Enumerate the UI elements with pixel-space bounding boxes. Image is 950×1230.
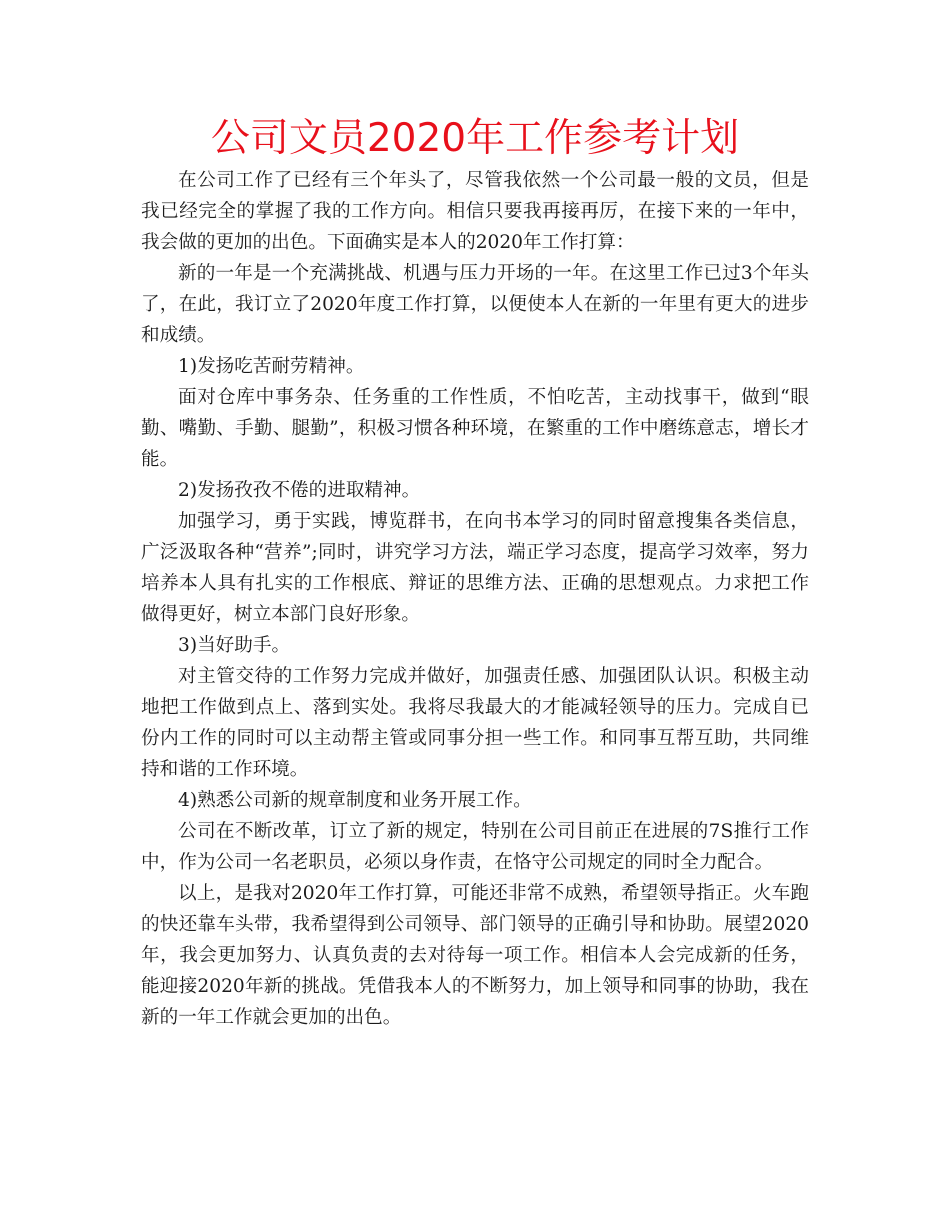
- document-body: [141, 165, 809, 1033]
- heading-item-2: 2)发扬孜孜不倦的进取精神。: [178, 480, 421, 501]
- heading-item-4: 4)熟悉公司新的规章制度和业务开展工作。: [178, 790, 532, 811]
- document-title: 公司文员2020年工作参考计划: [210, 116, 740, 161]
- heading-item-1: 1)发扬吃苦耐劳精神。: [178, 356, 365, 377]
- paragraph-new-year: 新的一年是一个充满挑战、机遇与压力开场的一年。在这里工作已过3个年头了，在此，我订立了2020年度工作打算，以便使本人在新的一年里有更大的进步和成绩。: [141, 263, 809, 346]
- paragraph-item-1: 面对仓库中事务杂、任务重的工作性质，不怕吃苦，主动找事干，做到“眼勤、嘴勤、手勤、腿勤”，积极习惯各种环境，在繁重的工作中磨练意志，增长才能。: [141, 387, 809, 470]
- paragraph-item-3: 对主管交待的工作努力完成并做好，加强责任感、加强团队认识。积极主动地把工作做到点上、落到实处。我将尽我最大的才能减轻领导的压力。完成自已份内工作的同时可以主动帮主管或同事分担一些工作。和同事互帮互助，共同维持和谐的工作环境。: [141, 666, 809, 780]
- paragraph-item-2: 加强学习，勇于实践，博览群书，在向书本学习的同时留意搜集各类信息，广泛汲取各种“营养”;同时，讲究学习方法，端正学习态度，提高学习效率，努力培养本人具有扎实的工作根底、辩证的思维方法、正确的思想观点。力求把工作做得更好，树立本部门良好形象。: [141, 511, 809, 625]
- paragraph-conclusion: 以上，是我对2020年工作打算，可能还非常不成熟，希望领导指正。火车跑的快还靠车头带，我希望得到公司领导、部门领导的正确引导和协助。展望2020年，我会更加努力、认真负责的去对待每一项工作。相信本人会完成新的任务，能迎接2020年新的挑战。凭借我本人的不断努力，加上领导和同事的协助，我在新的一年工作就会更加的出色。: [141, 883, 809, 1028]
- paragraph-item-4: 公司在不断改革，订立了新的规定，特别在公司目前正在进展的7S推行工作中，作为公司一名老职员，必须以身作责，在恪守公司规定的同时全力配合。: [141, 821, 809, 873]
- heading-item-3: 3)当好助手。: [178, 635, 291, 656]
- paragraph-intro: 在公司工作了已经有三个年头了，尽管我依然一个公司最一般的文员，但是我已经完全的掌握了我的工作方向。相信只要我再接再厉，在接下来的一年中，我会做的更加的出色。下面确实是本人的2020年工作打算：: [141, 170, 809, 253]
